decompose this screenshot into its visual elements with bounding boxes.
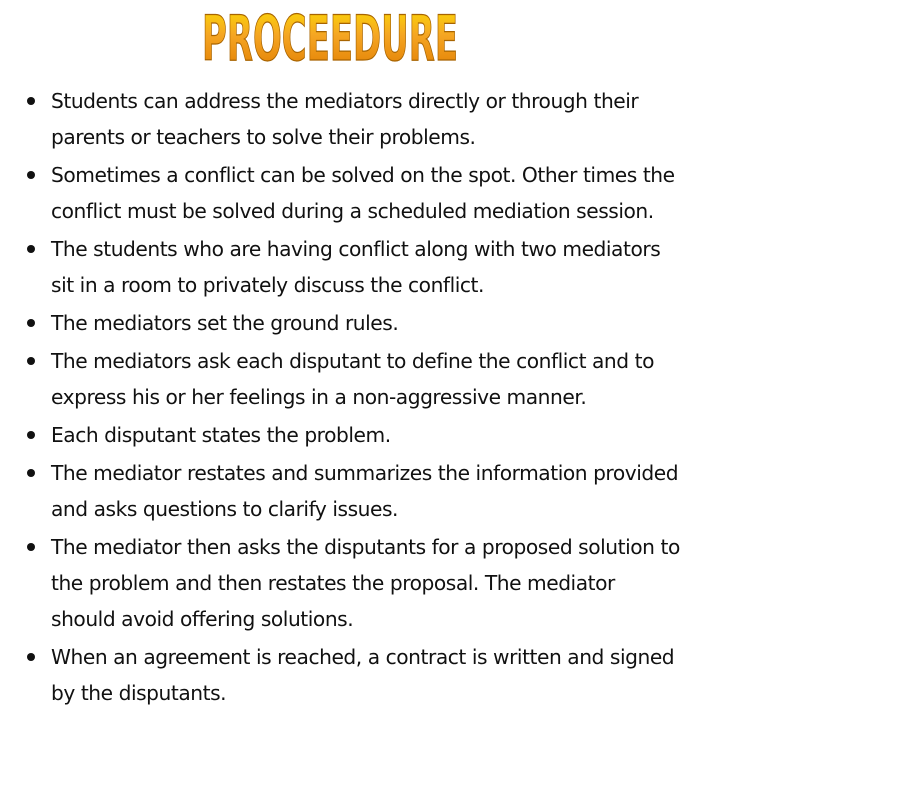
list-item-text: Students can address the mediators directly or through their parents or teachers to solve their problems. (51, 89, 639, 149)
bullet-dot-icon (27, 97, 35, 105)
wordart-heading (195, 0, 465, 75)
list-item (0, 83, 680, 155)
list-item (0, 455, 680, 527)
list-item (0, 639, 680, 711)
list-item (0, 529, 680, 637)
bullet-dot-icon (27, 319, 35, 327)
list-item (0, 305, 680, 341)
wordart-heading-text: PROCEEDURE (202, 2, 458, 75)
list-item-text: Each disputant states the problem. (51, 423, 391, 447)
bullet-dot-icon (27, 171, 35, 179)
list-item (0, 231, 680, 303)
wordart-heading-graphic (195, 0, 465, 75)
list-item-text: The mediators set the ground rules. (51, 311, 399, 335)
list-item-text: The students who are having conflict along with two mediators sit in a room to privately discuss the conflict. (51, 237, 661, 297)
list-item-text: The mediator restates and summarizes the information provided and asks questions to clarify issues. (51, 461, 679, 521)
list-item-text: When an agreement is reached, a contract is written and signed by the disputants. (51, 645, 675, 705)
list-item (0, 417, 680, 453)
bullet-dot-icon (27, 357, 35, 365)
bullet-dot-icon (27, 653, 35, 661)
bullet-dot-icon (27, 543, 35, 551)
list-item-text: Sometimes a conflict can be solved on the spot. Other times the conflict must be solved during a scheduled mediation session. (51, 163, 675, 223)
list-item (0, 157, 680, 229)
list-item-text: The mediators ask each disputant to define the conflict and to express his or her feelings in a non-aggressive manner. (51, 349, 654, 409)
bullet-dot-icon (27, 245, 35, 253)
procedure-list (0, 83, 680, 713)
bullet-dot-icon (27, 431, 35, 439)
bullet-dot-icon (27, 469, 35, 477)
list-item-text: The mediator then asks the disputants for a proposed solution to the problem and then restates the proposal. The mediator should avoid offering solutions. (51, 535, 680, 631)
list-item (0, 343, 680, 415)
